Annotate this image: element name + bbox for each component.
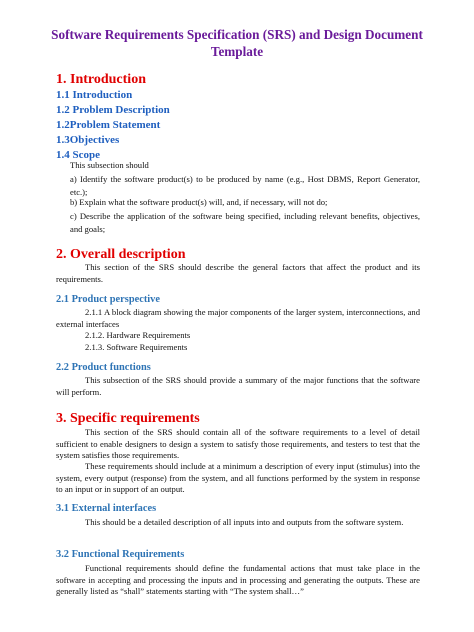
subsection-1-4-heading: 1.4 Scope <box>56 149 100 161</box>
section-3-heading: 3. Specific requirements <box>56 411 200 426</box>
document-title: Software Requirements Specification (SRS) and Design Document Template <box>51 27 423 59</box>
subsection-1-3-heading: 1.3Objectives <box>56 134 120 146</box>
subsection-1-2-heading: 1.2 Problem Description <box>56 104 170 116</box>
section-2-body: This section of the SRS should describe the general factors that affect the product and its requirements. <box>56 262 420 284</box>
subsection-2-2-heading: 2.2 Product functions <box>56 362 151 373</box>
subsection-3-1-heading: 3.1 External interfaces <box>56 503 157 514</box>
section-3-body-1: This section of the SRS should contain all of the software requirements to a level of detail sufficient to enable designers to design a system to satisfy those requirements, and testers to test that the system satisfies those requirements. <box>56 427 420 461</box>
subsection-3-2-heading: 3.2 Functional Requirements <box>56 549 185 560</box>
scope-item-a: a) Identify the software product(s) to be produced by name (e.g., Host DBMS, Report Generator, etc.); <box>70 174 420 197</box>
item-2-1-3: 2.1.3. Software Requirements <box>85 342 188 352</box>
subsection-1-2-statement-heading: 1.2Problem Statement <box>56 119 161 131</box>
subsection-1-1-heading: 1.1 Introduction <box>56 89 133 101</box>
subsection-2-1-heading: 2.1 Product perspective <box>56 294 160 305</box>
section-3-body-2: These requirements should include at a minimum a description of every input (stimulus) into the system, every output (response) from the system, and all functions performed by the system in response to an input or in support of an output. <box>56 461 420 495</box>
item-2-1-2: 2.1.2. Hardware Requirements <box>85 330 191 340</box>
section-2-heading: 2. Overall description <box>56 247 186 262</box>
subsection-3-1-body: This should be a detailed description of all inputs into and outputs from the software system. <box>85 517 404 527</box>
subsection-2-2-body: This subsection of the SRS should provide a summary of the major functions that the software will perform. <box>56 375 420 397</box>
scope-intro: This subsection should <box>70 160 149 170</box>
item-2-1-1: 2.1.1 A block diagram showing the major components of the larger system, interconnections, and external interfaces <box>56 307 420 329</box>
scope-item-c: c) Describe the application of the software being specified, including relevant benefits, objectives, and goals; <box>70 211 420 234</box>
section-1-heading: 1. Introduction <box>56 72 146 87</box>
scope-item-b: b) Explain what the software product(s) will, and, if necessary, will not do; <box>70 197 328 207</box>
subsection-3-2-body: Functional requirements should define the fundamental actions that must take place in the software in accepting and processing the inputs and in processing and generating the outputs. These are generally listed as “shall” statements starting with “The system shall…” <box>56 563 420 597</box>
